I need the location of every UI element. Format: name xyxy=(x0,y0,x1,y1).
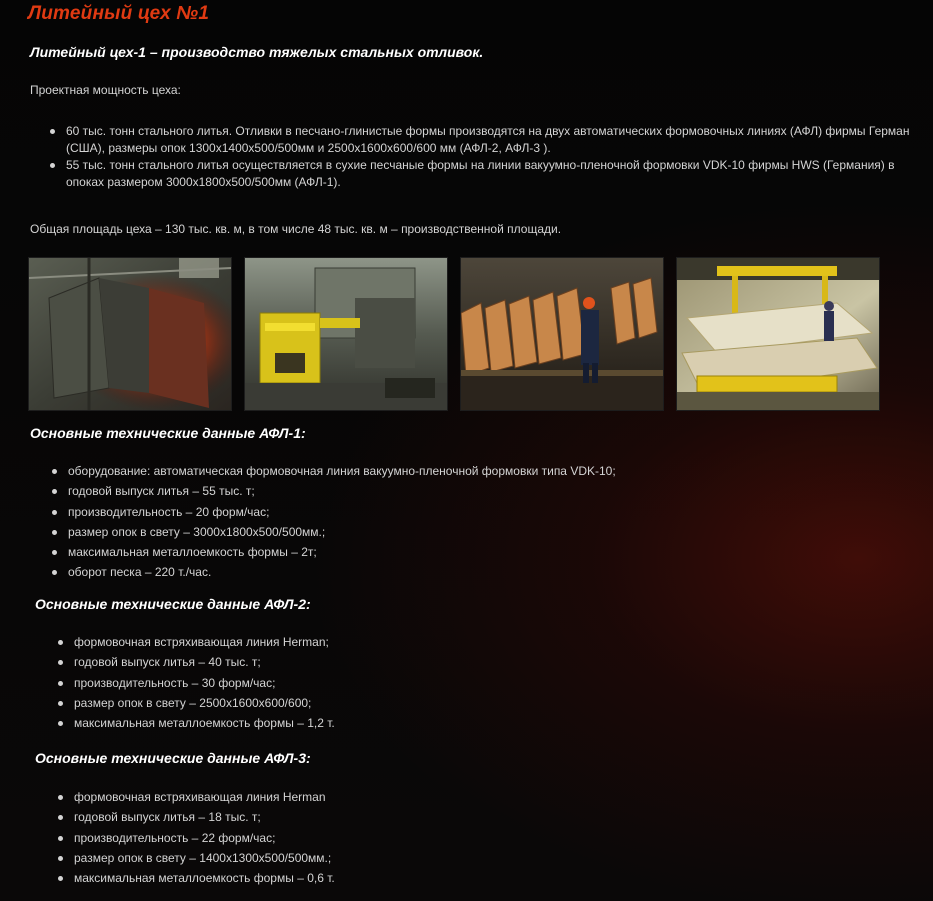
list-item: производительность – 20 форм/час; xyxy=(52,502,852,522)
foundry-photo-3[interactable] xyxy=(460,257,664,411)
list-item: максимальная металлоемкость формы – 0,6 т. xyxy=(58,868,858,888)
page-title: Литейный цех №1 xyxy=(28,3,210,24)
foundry-photo-1[interactable] xyxy=(28,257,232,411)
afl1-heading: Основные технические данные АФЛ-1: xyxy=(30,425,306,441)
afl2-heading: Основные технические данные АФЛ-2: xyxy=(35,596,311,612)
list-item: производительность – 30 форм/час; xyxy=(58,673,858,693)
list-item: производительность – 22 форм/час; xyxy=(58,828,858,848)
list-item: размер опок в свету – 2500х1600х600/600; xyxy=(58,693,858,713)
afl1-specs-list xyxy=(52,461,852,583)
page-subtitle: Литейный цех-1 – производство тяжелых стальных отливок. xyxy=(30,44,484,60)
list-item: оборудование: автоматическая формовочная линия вакуумно-пленочной формовки типа VDK-10; xyxy=(52,461,852,481)
list-item: оборот песка – 220 т./час. xyxy=(52,562,852,582)
list-item: размер опок в свету – 1400х1300х500/500мм.; xyxy=(58,848,858,868)
list-item: 60 тыс. тонн стального литья. Отливки в песчано-глинистые формы производятся на двух автоматических формовочных линиях (АФЛ) фирмы Герман (США), размеры опок 1300х1400х500/500мм и 2500х1600х600/600 мм (АФЛ-2, АФЛ-3 ). xyxy=(50,123,930,157)
list-item: годовой выпуск литья – 40 тыс. т; xyxy=(58,652,858,672)
photo-gallery xyxy=(28,257,888,411)
list-item: формовочная встряхивающая линия Herman; xyxy=(58,632,858,652)
foundry-photo-2[interactable] xyxy=(244,257,448,411)
area-text: Общая площадь цеха – 130 тыс. кв. м, в том числе 48 тыс. кв. м – производственной площади. xyxy=(30,222,562,236)
list-item: максимальная металлоемкость формы – 1,2 т. xyxy=(58,713,858,733)
foundry-photo-4[interactable] xyxy=(676,257,880,411)
capacity-label: Проектная мощность цеха: xyxy=(30,83,181,97)
afl3-heading: Основные технические данные АФЛ-3: xyxy=(35,750,311,766)
list-item: годовой выпуск литья – 55 тыс. т; xyxy=(52,481,852,501)
list-item: размер опок в свету – 3000х1800х500/500мм.; xyxy=(52,522,852,542)
list-item: годовой выпуск литья – 18 тыс. т; xyxy=(58,807,858,827)
list-item: формовочная встряхивающая линия Herman xyxy=(58,787,858,807)
afl2-specs-list xyxy=(58,632,858,733)
afl3-specs-list xyxy=(58,787,858,888)
list-item: 55 тыс. тонн стального литья осуществляется в сухие песчаные формы на линии вакуумно-пленочной формовки VDK-10 фирмы HWS (Германия) в опоках размером 3000х1800х500/500мм (АФЛ-1). xyxy=(50,157,930,191)
list-item: максимальная металлоемкость формы – 2т; xyxy=(52,542,852,562)
capacity-list xyxy=(50,123,930,191)
